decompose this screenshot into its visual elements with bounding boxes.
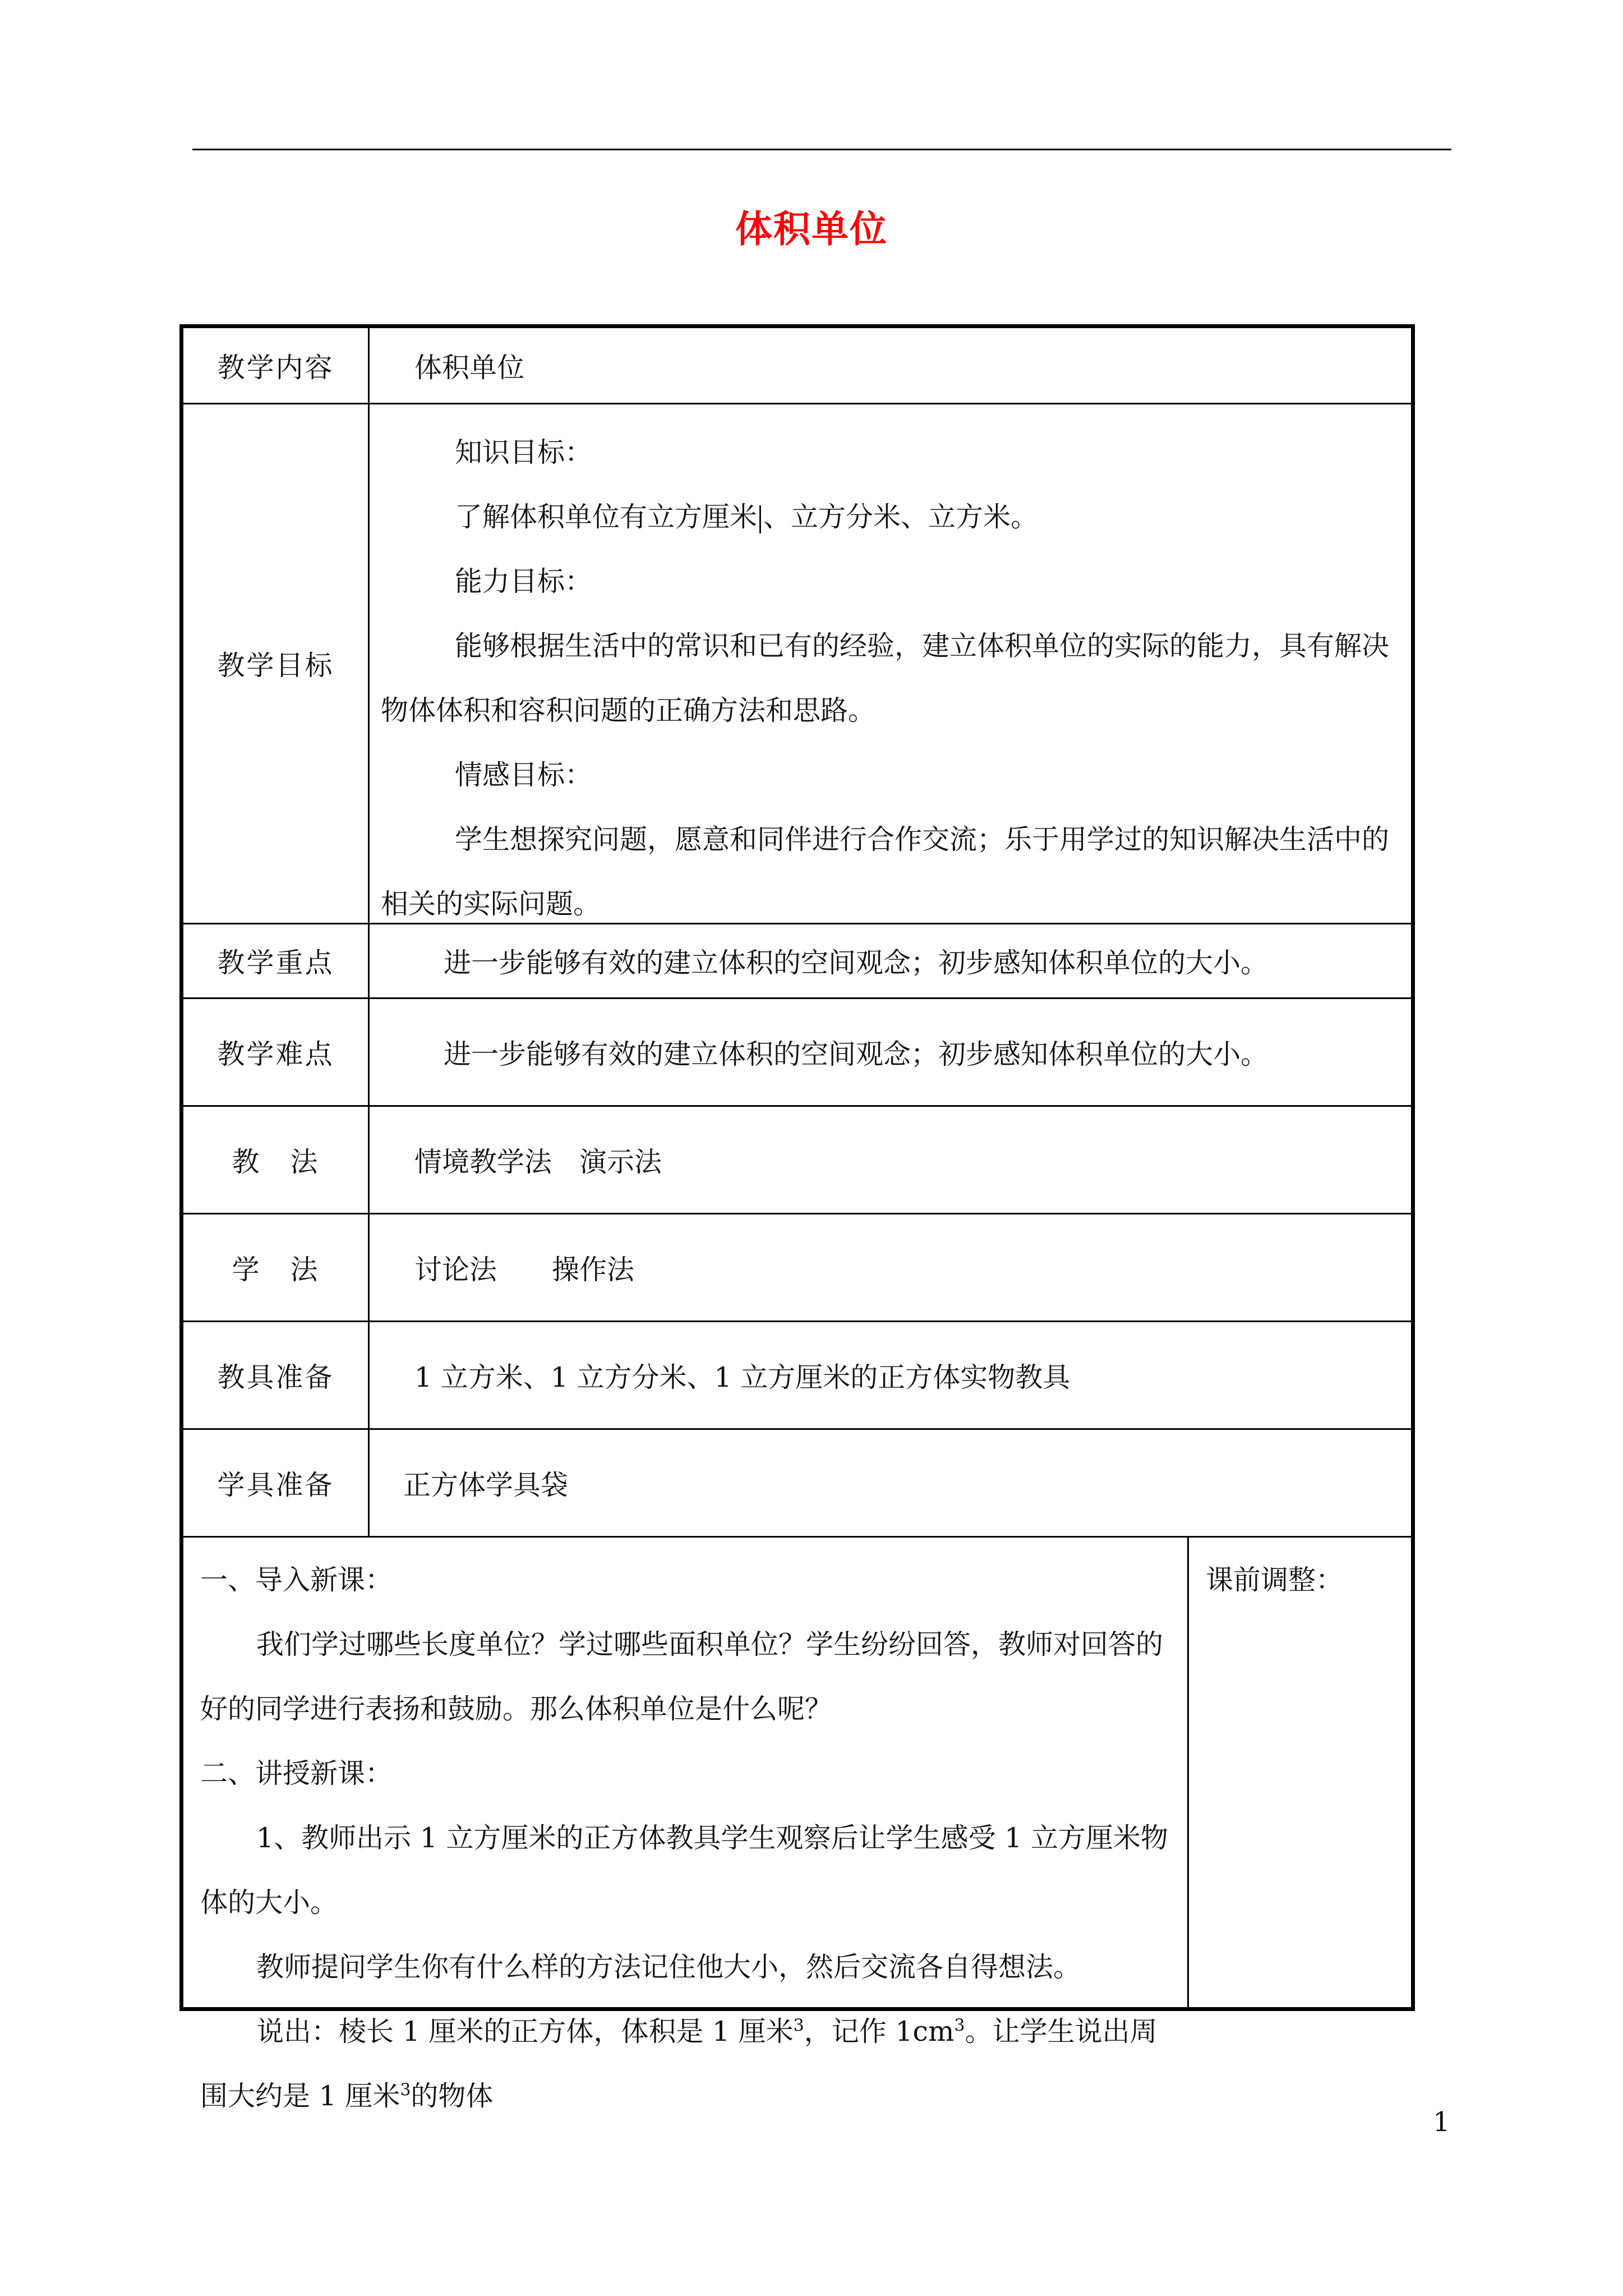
row-value-content <box>370 328 1411 403</box>
header-rule <box>192 149 1451 150</box>
new-lesson-heading: 二、讲授新课： <box>200 1757 393 1789</box>
emotion-text: 学生想探究问题，愿意和同伴进行合作交流；乐于用学过的知识解决生活中的相关的实际问题。 <box>381 823 1390 920</box>
teaching-method-value: 情境教学法 演示法 <box>414 1145 662 1178</box>
intro-text: 我们学过哪些长度单位？学过哪些面积单位？学生纷纷回答，教师对回答的好的同学进行表扬和鼓励。那么体积单位是什么呢？ <box>200 1628 1164 1725</box>
row-content <box>183 328 1411 403</box>
row-key-points <box>183 923 1411 997</box>
row-value-student-tools <box>370 1430 1411 1536</box>
pre-class-adjustment <box>1189 1538 1411 2007</box>
difficulties-value: 进一步能够有效的建立体积的空间观念；初步感知体积单位的大小。 <box>444 1038 1269 1070</box>
knowledge-text: 了解体积单位有立方厘米 、立方分米、立方米。 <box>455 501 1039 533</box>
row-teaching-process <box>183 1536 1411 2112</box>
row-teaching-method <box>183 1105 1411 1213</box>
row-label-student-tools: 学具准备 <box>183 1430 370 1536</box>
row-value-teaching-method <box>370 1107 1411 1213</box>
row-teaching-tools <box>183 1320 1411 1428</box>
ability-text: 能够根据生活中的常识和已有的经验，建立体积单位的实际的能力，具有解决物体体积和容积问题的正确方法和思路。 <box>381 630 1390 726</box>
row-label-key-points: 教学重点 <box>183 924 370 997</box>
row-goals <box>183 403 1411 923</box>
key-points-value: 进一步能够有效的建立体积的空间观念；初步感知体积单位的大小。 <box>444 947 1269 979</box>
row-value-learning-method <box>370 1214 1411 1320</box>
step-2-text: 教师提问学生你有什么样的方法记住他大小，然后交流各自得想法。 <box>256 1951 1081 1983</box>
row-value-key-points <box>370 924 1411 997</box>
ability-heading: 能力目标： <box>455 565 593 597</box>
row-learning-method <box>183 1213 1411 1320</box>
step-1-text: 1、教师出示 1 立方厘米的正方体教具学生观察后让学生感受 1 立方厘米物体的大小。 <box>200 1822 1168 1918</box>
row-label-teaching-method: 教 法 <box>183 1107 370 1213</box>
content-value: 体积单位 <box>414 351 525 384</box>
row-label-teaching-tools: 教具准备 <box>183 1322 370 1428</box>
text-cursor-mark <box>759 505 761 533</box>
adjustment-heading: 课前调整： <box>1206 1564 1344 1596</box>
goals-content <box>370 404 1411 923</box>
step-3-text: 说出：棱长 1 厘米的正方体，体积是 1 厘米$^3$，记作 $1cm^3$。让学生说出周围大约是 1 厘米$^3$的物体 <box>200 2016 1158 2112</box>
row-value-difficulties <box>370 999 1411 1105</box>
lesson-plan-table <box>179 324 1415 2112</box>
row-label-difficulties: 教学难点 <box>183 999 370 1105</box>
row-value-teaching-tools <box>370 1322 1411 1428</box>
page-number: 1 <box>1433 2106 1450 2138</box>
row-label-content: 教学内容 <box>183 328 370 403</box>
knowledge-heading: 知识目标： <box>455 436 593 468</box>
emotion-heading: 情感目标： <box>455 759 593 791</box>
row-label-learning-method: 学 法 <box>183 1214 370 1320</box>
row-label-goals: 教学目标 <box>183 404 370 923</box>
intro-heading: 一、导入新课： <box>200 1564 393 1596</box>
process-content <box>183 1538 1189 2112</box>
row-student-tools <box>183 1428 1411 1536</box>
document-title: 体积单位 <box>735 207 888 251</box>
row-difficulties <box>183 997 1411 1105</box>
student-tools-value: 正方体学具袋 <box>403 1469 569 1501</box>
learning-method-value: 讨论法 操作法 <box>414 1253 635 1286</box>
teaching-tools-value: 1 立方米、1 立方分米、1 立方厘米的正方体实物教具 <box>414 1361 1071 1393</box>
